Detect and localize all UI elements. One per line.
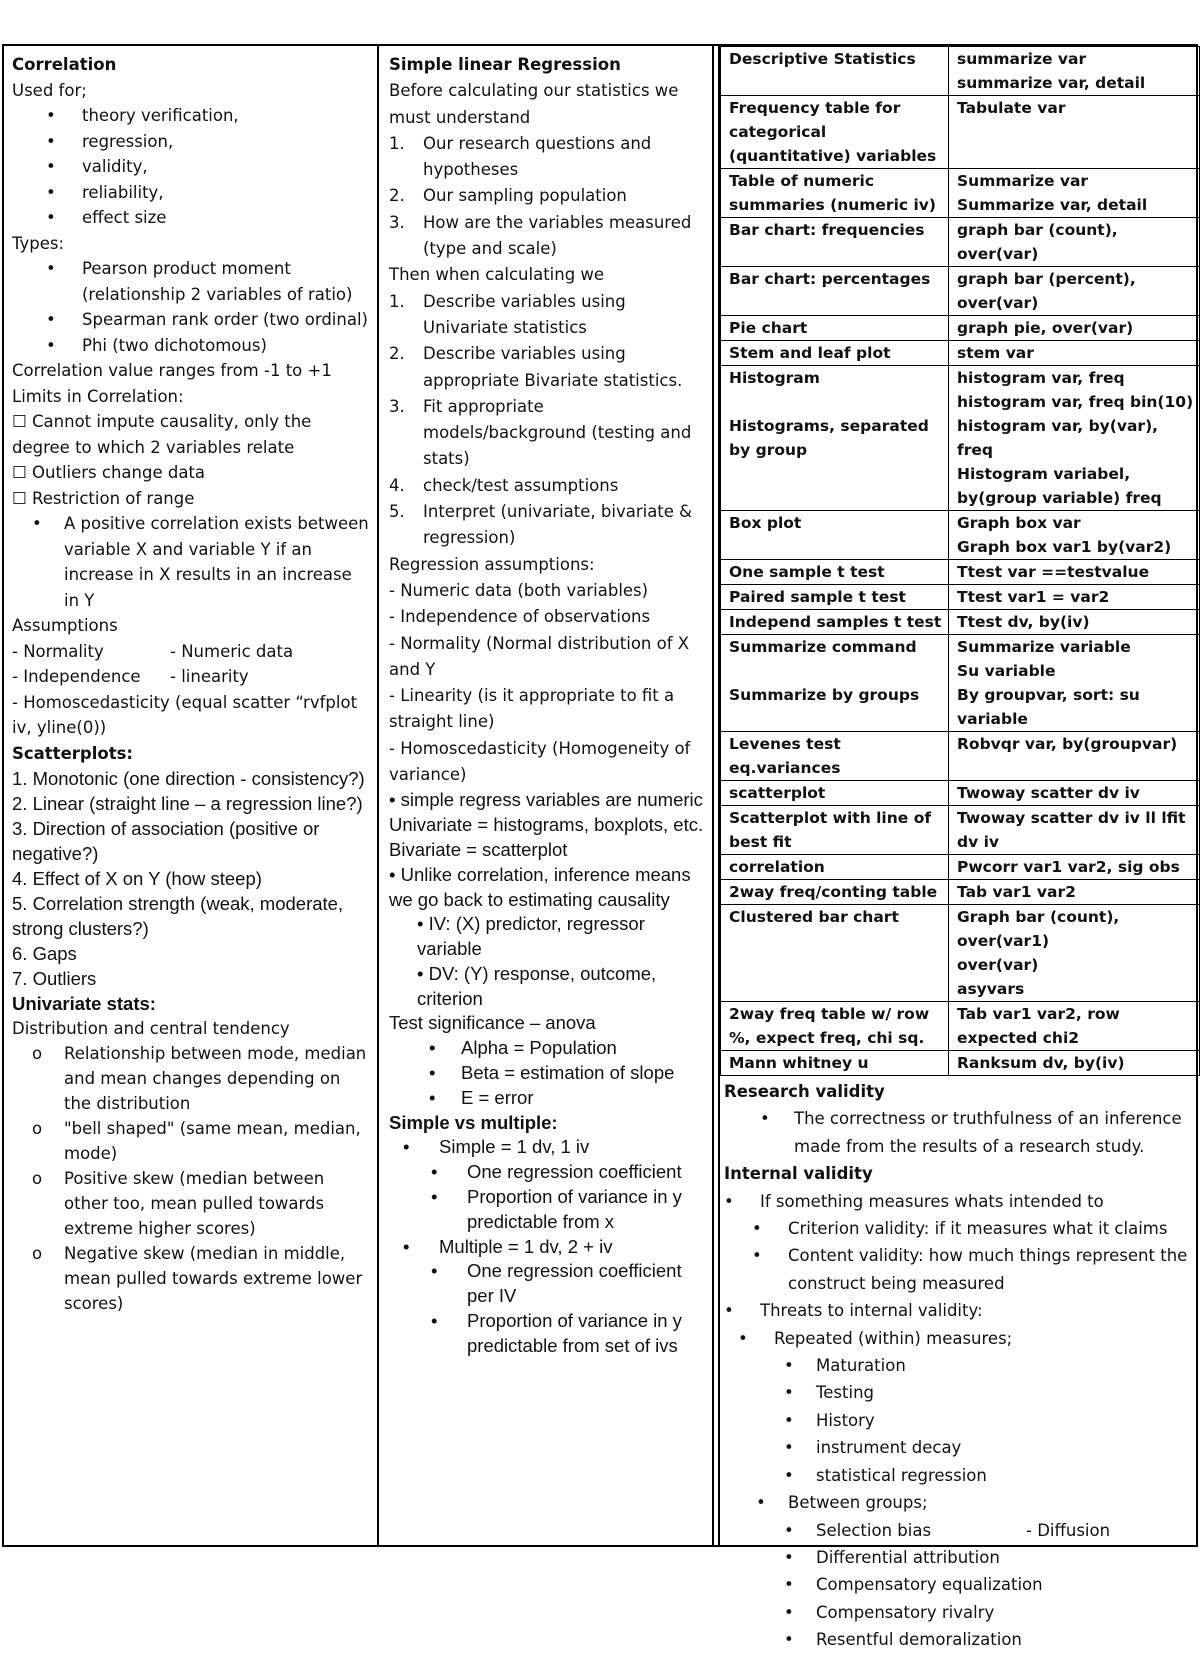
table-row (721, 880, 1200, 905)
list-item: • Proportion of variance in y predictable from x (431, 1186, 682, 1232)
command-syntax: stem var (949, 341, 1200, 366)
list-item: • Alpha = Population (429, 1037, 617, 1059)
command-task: 2way freq/conting table (721, 880, 949, 905)
list-item: o Positive skew (median between other too, mean pulled towards extreme higher scores) (32, 1169, 325, 1238)
unlike-note: • Unlike correlation, inference means we go back to estimating causality (389, 863, 691, 910)
command-syntax: Twoway scatter dv iv (949, 781, 1200, 806)
scatter-item: 7. Outliers (12, 968, 97, 989)
list-item: • Selection bias - Diffusion (784, 1520, 1111, 1540)
table-row (721, 218, 1200, 267)
list-item: • Repeated (within) measures; (738, 1328, 1013, 1348)
command-task: Frequency table for categorical (quantitative) variables (721, 96, 949, 169)
list-item: • Compensatory rivalry (784, 1602, 995, 1622)
command-task: correlation (721, 855, 949, 880)
command-task: 2way freq table w/ row %, expect freq, chi sq. (721, 1002, 949, 1051)
command-task: scatterplot (721, 781, 949, 806)
list-item: 2. Our sampling population (389, 186, 627, 206)
list-item: • Multiple = 1 dv, 2 + iv (403, 1235, 613, 1257)
assumptions-row: - Homoscedasticity (equal scatter “rvfplot iv, yline(0)) (12, 692, 358, 737)
list-item: • statistical regression (784, 1465, 987, 1485)
limits-label: Limits in Correlation: (12, 386, 184, 406)
scatter-item: 4. Effect of X on Y (how steep) (12, 868, 262, 889)
regression-assumptions-label: Regression assumptions: (389, 554, 595, 574)
command-task: Descriptive Statistics (721, 47, 949, 96)
then-label: Then when calculating we (389, 265, 605, 285)
test-significance: Test significance – anova (389, 1012, 596, 1034)
table-row (721, 560, 1200, 585)
list-item: • Spearman rank order (two ordinal) (46, 310, 368, 329)
list-item: • Resentful demoralization (784, 1630, 1022, 1650)
iv-note: • IV: (X) predictor, regressor variable (417, 913, 645, 960)
scatter-item: 5. Correlation strength (weak, moderate, strong clusters?) (12, 893, 344, 939)
list-item: • Criterion validity: if it measures what it claims (752, 1219, 1168, 1239)
bivariate-note: Bivariate = scatterplot (389, 838, 568, 860)
list-item: 5. Interpret (univariate, bivariate & regression) (389, 502, 693, 548)
table-row (721, 781, 1200, 806)
list-item: • regression, (46, 131, 174, 151)
list-item: 1. Our research questions and hypotheses (389, 133, 652, 180)
list-item: 3. Fit appropriate models/background (testing and stats) (389, 396, 692, 469)
list-item: 2. Describe variables using appropriate Bivariate statistics. (389, 344, 683, 390)
used-for-label: Used for; (12, 80, 87, 100)
stata-commands-table (720, 46, 1200, 1076)
command-syntax: Twoway scatter dv iv ll lfit dv iv (949, 806, 1200, 855)
command-syntax: Tab var1 var2, row expected chi2 (949, 1002, 1200, 1051)
command-syntax: summarize var summarize var, detail (949, 47, 1200, 96)
command-task: Pie chart (721, 316, 949, 341)
correlation-title: Correlation (12, 55, 117, 74)
scatter-item: 2. Linear (straight line – a regression line?) (12, 793, 363, 814)
command-task: Histogram Histograms, separated by group (721, 366, 949, 511)
list-item: • Phi (two dichotomous) (46, 335, 267, 355)
command-task: Bar chart: percentages (721, 267, 949, 316)
list-item: • One regression coefficient (431, 1161, 682, 1183)
command-syntax: Ranksum dv, by(iv) (949, 1051, 1200, 1076)
table-row (721, 732, 1200, 781)
assumption-item: - Linearity (is it appropriate to fit a straight line) (389, 686, 675, 732)
command-task: Levenes test eq.variances (721, 732, 949, 781)
assumption-item: - Independence of observations (389, 607, 651, 627)
list-item: • Beta = estimation of slope (429, 1062, 675, 1084)
univariate-note: Univariate = histograms, boxplots, etc. (389, 814, 704, 836)
command-syntax: graph bar (percent), over(var) (949, 267, 1200, 316)
table-row (721, 96, 1200, 169)
command-task: Summarize command Summarize by groups (721, 635, 949, 732)
command-task: Stem and leaf plot (721, 341, 949, 366)
table-row (721, 341, 1200, 366)
list-item: • Pearson product moment (relationship 2 variables of ratio) (46, 259, 353, 304)
assumptions-row: - Independence - linearity (12, 667, 249, 686)
list-item: • Proportion of variance in y predictable from set of ivs (431, 1310, 682, 1356)
table-row (721, 511, 1200, 560)
cheat-sheet (2, 44, 1198, 1650)
list-item: • Simple = 1 dv, 1 iv (403, 1136, 590, 1158)
limit-item: ☐ Outliers change data (12, 463, 206, 482)
list-item: 4. check/test assumptions (389, 475, 619, 495)
positive-correlation-note: • A positive correlation exists between variable X and variable Y if an increase in X results in an increase in Y (32, 514, 369, 610)
command-task: Paired sample t test (721, 585, 949, 610)
dv-note: • DV: (Y) response, outcome, criterion (417, 962, 657, 1009)
list-item: • Content validity: how much things represent the construct being measured (752, 1246, 1188, 1293)
command-syntax: Tabulate var (949, 96, 1200, 169)
list-item: • Threats to internal validity: (724, 1301, 983, 1321)
list-item: • Differential attribution (784, 1547, 1000, 1567)
table-row (721, 806, 1200, 855)
command-syntax: Tab var1 var2 (949, 880, 1200, 905)
list-item: • History (784, 1410, 875, 1430)
table-row (721, 1051, 1200, 1076)
scatterplots-label: Scatterplots: (12, 743, 134, 763)
assumption-item: - Numeric data (both variables) (389, 580, 649, 600)
list-item: o "bell shaped" (same mean, median, mode) (32, 1119, 361, 1163)
types-label: Types: (12, 233, 65, 253)
list-item: • Maturation (784, 1356, 906, 1376)
table-row (721, 585, 1200, 610)
internal-validity-label: Internal validity (724, 1164, 873, 1184)
list-item: • Testing (784, 1383, 875, 1403)
table-row (721, 635, 1200, 732)
command-task: One sample t test (721, 560, 949, 585)
list-item: • instrument decay (784, 1438, 962, 1458)
regression-intro: Before calculating our statistics we must understand (389, 81, 679, 127)
scatter-item: 1. Monotonic (one direction - consistency?) (12, 768, 365, 789)
scatter-item: 6. Gaps (12, 943, 77, 964)
assumptions-row: - Normality - Numeric data (12, 641, 294, 661)
regression-title: Simple linear Regression (389, 55, 621, 74)
list-item: • theory verification, (46, 106, 239, 125)
command-task: Independ samples t test (721, 610, 949, 635)
list-item: • reliability, (46, 182, 164, 202)
table-row (721, 1002, 1200, 1051)
correlation-range: Correlation value ranges from -1 to +1 (12, 361, 332, 380)
research-validity-label: Research validity (724, 1082, 885, 1101)
command-syntax: Ttest var1 = var2 (949, 585, 1200, 610)
command-task: Table of numeric summaries (numeric iv) (721, 169, 949, 218)
command-task: Bar chart: frequencies (721, 218, 949, 267)
table-row (721, 169, 1200, 218)
limit-item: ☐ Cannot impute causality, only the degree to which 2 variables relate (12, 412, 312, 457)
list-item: o Relationship between mode, median and mean changes depending on the distribution (32, 1044, 367, 1113)
list-item: • effect size (46, 208, 167, 227)
list-item: o Negative skew (median in middle, mean pulled towards extreme lower scores) (32, 1244, 363, 1313)
list-item: 1. Describe variables using Univariate statistics (389, 291, 626, 337)
command-syntax: Ttest var ==testvalue (949, 560, 1200, 585)
assumption-item: - Homoscedasticity (Homogeneity of variance) (389, 738, 691, 785)
table-row (721, 366, 1200, 511)
numeric-note: • simple regress variables are numeric (389, 789, 703, 811)
command-syntax: Summarize variable Su variable By groupvar, sort: su variable (949, 635, 1200, 732)
table-row (721, 267, 1200, 316)
command-syntax: Graph bar (count), over(var1) over(var) asyvars (949, 905, 1200, 1002)
list-item: • E = error (429, 1086, 534, 1108)
command-syntax: histogram var, freq histogram var, freq bin(10) histogram var, by(var), freq Histogram variabel, by(group variable) freq (949, 366, 1200, 511)
list-item: • Between groups; (756, 1493, 928, 1513)
command-syntax: graph pie, over(var) (949, 316, 1200, 341)
correlation-column (4, 46, 379, 1545)
commands-column (720, 46, 1200, 1650)
assumptions-label: Assumptions (12, 616, 118, 635)
command-task: Clustered bar chart (721, 905, 949, 1002)
table-row (721, 47, 1200, 96)
scatter-item: 3. Direction of association (positive or negative?) (12, 818, 320, 864)
table-row (721, 905, 1200, 1002)
command-syntax: graph bar (count), over(var) (949, 218, 1200, 267)
command-syntax: Graph box var Graph box var1 by(var2) (949, 511, 1200, 560)
list-item: • If something measures whats intended to (724, 1191, 1104, 1211)
command-task: Box plot (721, 511, 949, 560)
table-row (721, 855, 1200, 880)
list-item: 3. How are the variables measured (type and scale) (389, 212, 692, 259)
command-syntax: Ttest dv, by(iv) (949, 610, 1200, 635)
distribution-label: Distribution and central tendency (12, 1019, 290, 1038)
command-syntax: Robvqr var, by(groupvar) (949, 732, 1200, 781)
list-item: • validity, (46, 157, 148, 176)
command-task: Scatterplot with line of best fit (721, 806, 949, 855)
command-syntax: Summarize var Summarize var, detail (949, 169, 1200, 218)
list-item: • The correctness or truthfulness of an inference made from the results of a research study. (760, 1109, 1182, 1156)
table-row (721, 610, 1200, 635)
assumption-item: - Normality (Normal distribution of X and Y (389, 633, 690, 679)
limit-item: ☐ Restriction of range (12, 488, 195, 508)
list-item: • One regression coefficient per IV (431, 1260, 682, 1307)
regression-column (379, 46, 714, 1545)
command-syntax: Pwcorr var1 var2, sig obs (949, 855, 1200, 880)
simple-vs-multiple-label: Simple vs multiple: (389, 1111, 558, 1133)
univariate-label: Univariate stats: (12, 993, 156, 1014)
table-row (721, 316, 1200, 341)
command-task: Mann whitney u (721, 1051, 949, 1076)
list-item: • Compensatory equalization (784, 1575, 1043, 1595)
